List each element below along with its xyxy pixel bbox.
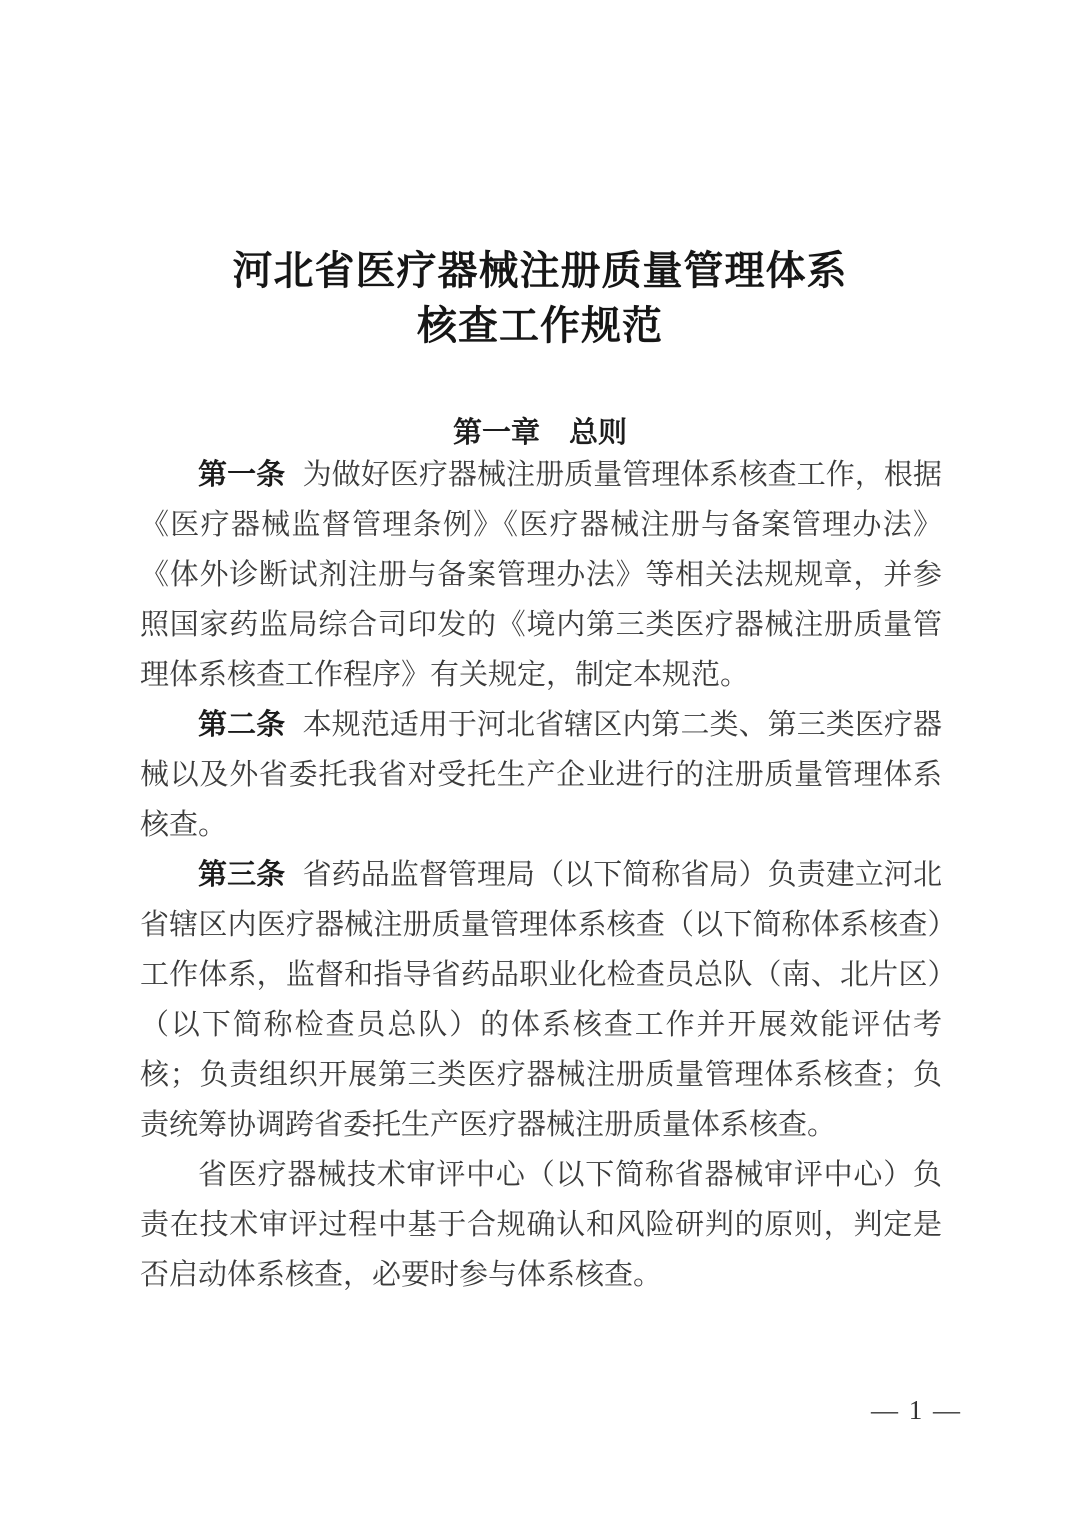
page-number: — 1 — [871, 1395, 962, 1425]
article-3-label: 第三条 [198, 859, 286, 891]
document-title [0, 243, 1080, 353]
article-2-text: 本规范适用于河北省辖区内第二类、第三类医疗器械以及外省委托我省对受托生产企业进行的注册质量管理体系核查。 [140, 709, 942, 841]
article-1-paragraph [140, 450, 942, 700]
article-1-label: 第一条 [198, 459, 286, 491]
article-1-text: 为做好医疗器械注册质量管理体系核查工作，根据《医疗器械监督管理条例》《医疗器械注册与备案管理办法》《体外诊断试剂注册与备案管理办法》等相关法规规章，并参照国家药监局综合司印发的《境内第三类医疗器械注册质量管理体系核查工作程序》有关规定，制定本规范。 [140, 459, 942, 691]
article-3-text: 省药品监督管理局（以下简称省局）负责建立河北省辖区内医疗器械注册质量管理体系核查（以下简称体系核查）工作体系，监督和指导省药品职业化检查员总队（南、北片区）（以下简称检查员总队）的体系核查工作并开展效能评估考核；负责组织开展第三类医疗器械注册质量管理体系核查；负责统筹协调跨省委托生产医疗器械注册质量体系核查。 [140, 859, 942, 1141]
document-body [140, 450, 942, 1300]
continuation-paragraph-text: 省医疗器械技术审评中心（以下简称省器械审评中心）负责在技术审评过程中基于合规确认和风险研判的原则，判定是否启动体系核查，必要时参与体系核查。 [140, 1159, 942, 1291]
chapter-heading: 第一章 总则 [452, 417, 627, 449]
continuation-paragraph [140, 1150, 942, 1300]
article-3-paragraph [140, 850, 942, 1150]
title-line-2: 核查工作规范 [417, 303, 663, 348]
article-2-paragraph [140, 700, 942, 850]
article-2-label: 第二条 [198, 709, 286, 741]
title-line-1: 河北省医疗器械注册质量管理体系 [232, 248, 848, 293]
